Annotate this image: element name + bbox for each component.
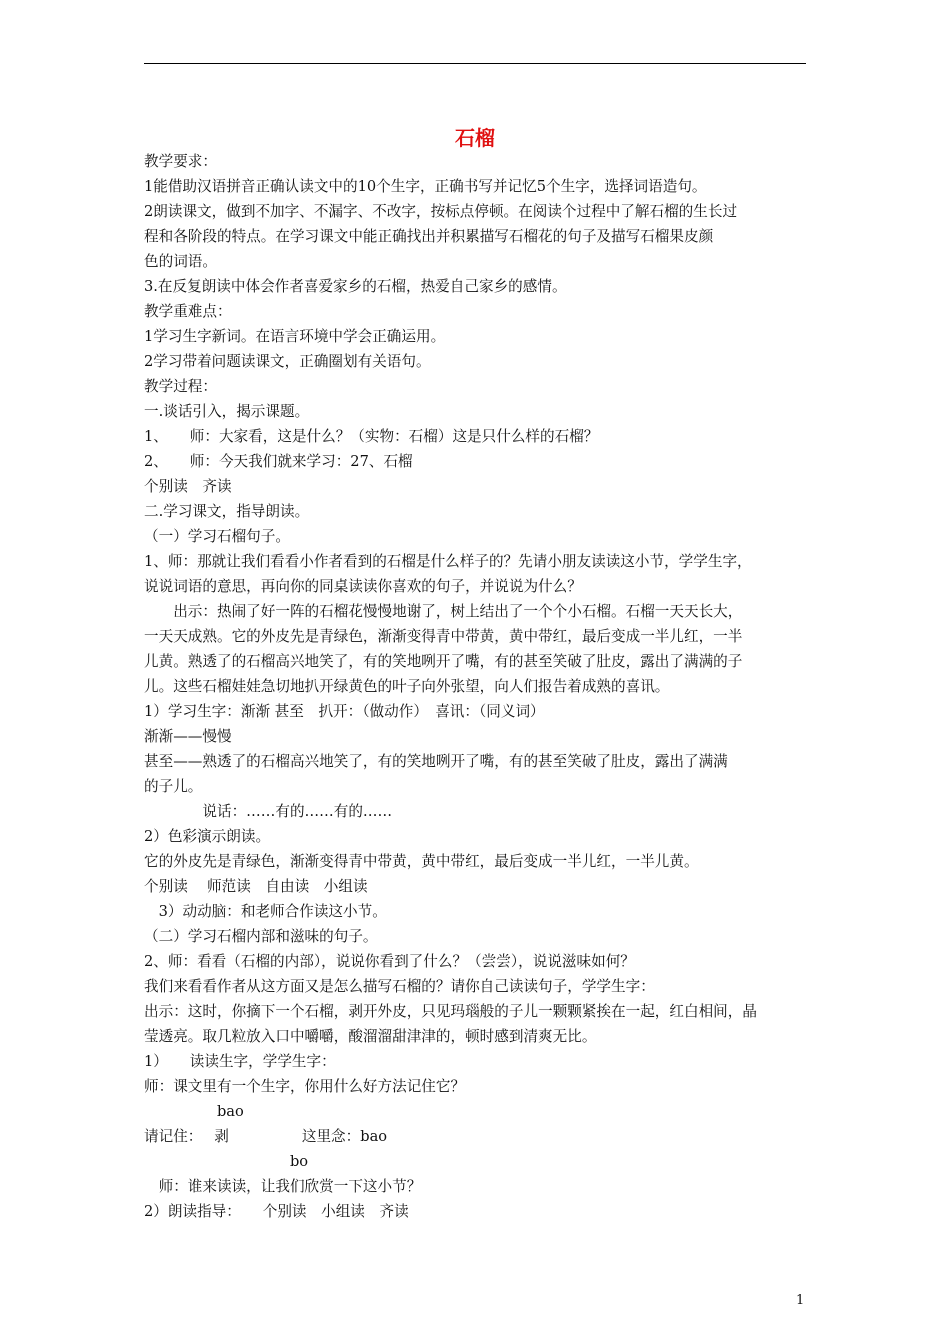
body-line: 2、 师：今天我们就来学习：27、石榴 [144, 453, 413, 470]
body-line: bo [144, 1153, 309, 1170]
body-line: 3）动动脑：和老师合作读这小节。 [144, 903, 387, 920]
body-line: 莹透亮。取几粒放入口中嚼嚼，酸溜溜甜津津的，顿时感到清爽无比。 [144, 1028, 597, 1045]
body-line: 2）色彩演示朗读。 [144, 828, 271, 845]
body-line: 渐渐——慢慢 [144, 728, 232, 745]
body-line: 一.谈话引入，揭示课题。 [144, 403, 310, 420]
body-line: bao [144, 1103, 244, 1120]
body-line: 3.在反复朗读中体会作者喜爱家乡的石榴，热爱自己家乡的感情。 [144, 278, 567, 295]
body-line: 儿黄。熟透了的石榴高兴地笑了，有的笑地咧开了嘴，有的甚至笑破了肚皮，露出了满满的子 [144, 653, 743, 670]
body-line: 出示：这时，你摘下一个石榴，剥开外皮，只见玛瑙般的子儿一颗颗紧挨在一起，红白相间，晶 [144, 1003, 757, 1020]
body-line: 个别读 齐读 [144, 478, 232, 495]
body-line: 2朗读课文，做到不加字、不漏字、不改字，按标点停顿。在阅读个过程中了解石榴的生长过 [144, 203, 738, 220]
body-line: 说话：……有的……有的…… [144, 803, 393, 820]
body-line: 教学要求： [144, 153, 217, 170]
body-line: 2、师：看看（石榴的内部），说说你看到了什么？（尝尝），说说滋味如何？ [144, 953, 635, 970]
body-line: 请记住： 剥 这里念：bao [144, 1128, 388, 1145]
body-line: 色的词语。 [144, 253, 217, 270]
body-line: 1）学习生字：渐渐 甚至 扒开：（做动作） 喜讯：（同义词） [144, 703, 545, 720]
body-line: 二.学习课文，指导朗读。 [144, 503, 310, 520]
page-number: 1 [796, 1293, 805, 1308]
body-line: 我们来看看作者从这方面又是怎么描写石榴的？请你自己读读句子，学学生字： [144, 978, 655, 995]
header-rule [144, 63, 806, 64]
body-line: 教学过程： [144, 378, 217, 395]
body-line: 1、 师：大家看，这是什么？（实物：石榴）这是只什么样的石榴？ [144, 428, 599, 445]
body-line: 个别读 师范读 自由读 小组读 [144, 878, 368, 895]
document-title: 石榴 [455, 126, 495, 150]
body-line: 一天天成熟。它的外皮先是青绿色，渐渐变得青中带黄，黄中带红，最后变成一半儿红，一半 [144, 628, 743, 645]
body-line: 程和各阶段的特点。在学习课文中能正确找出并积累描写石榴花的句子及描写石榴果皮颜 [144, 228, 714, 245]
body-line: 2学习带着问题读课文，正确圈划有关语句。 [144, 353, 431, 370]
body-line: 2）朗读指导： 个别读 小组读 齐读 [144, 1203, 409, 1220]
body-line: （二）学习石榴内部和滋味的句子。 [144, 928, 378, 945]
body-line: 1） 读读生字，学学生字： [144, 1053, 336, 1070]
body-line: 它的外皮先是青绿色，渐渐变得青中带黄，黄中带红，最后变成一半儿红，一半儿黄。 [144, 853, 699, 870]
body-line: 说说词语的意思，再向你的同桌读读你喜欢的句子，并说说为什么？ [144, 578, 582, 595]
body-line: 1学习生字新词。在语言环境中学会正确运用。 [144, 328, 446, 345]
body-line: 1、师：那就让我们看看小作者看到的石榴是什么样子的？先请小朋友读读这小节，学学生字， [144, 553, 752, 570]
body-line: 1能借助汉语拼音正确认读文中的10个生字，正确书写并记忆5个生字，选择词语造句。 [144, 178, 707, 195]
body-line: （一）学习石榴句子。 [144, 528, 290, 545]
body-line: 的子儿。 [144, 778, 203, 795]
body-line: 师：课文里有一个生字，你用什么好方法记住它？ [144, 1078, 466, 1095]
body-line: 师：谁来读读，让我们欣赏一下这小节？ [144, 1178, 422, 1195]
body-line: 教学重难点： [144, 303, 232, 320]
body-line: 儿。这些石榴娃娃急切地扒开绿黄色的叶子向外张望，向人们报告着成熟的喜讯。 [144, 678, 670, 695]
body-line: 出示：热闹了好一阵的石榴花慢慢地谢了，树上结出了一个个小石榴。石榴一天天长大， [144, 603, 743, 620]
body-line: 甚至——熟透了的石榴高兴地笑了，有的笑地咧开了嘴，有的甚至笑破了肚皮，露出了满满 [144, 753, 728, 770]
